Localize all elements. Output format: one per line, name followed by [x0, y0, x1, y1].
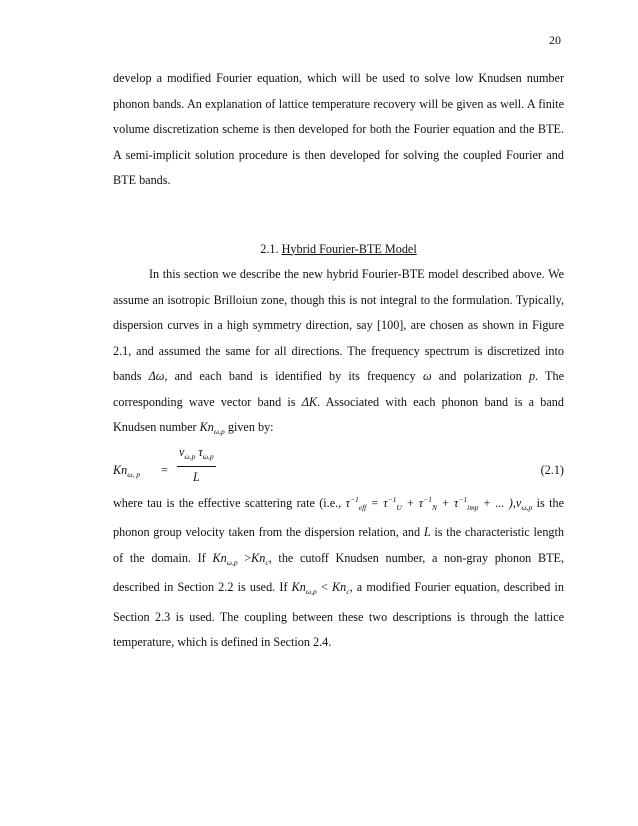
v-subscript: ω,p: [521, 502, 533, 512]
equation-lhs-subscript: ω, p: [127, 469, 141, 479]
subscript: eff: [358, 502, 367, 512]
kn-subscript: ω,p: [213, 427, 225, 436]
equation-number: (2.1): [540, 462, 564, 477]
section-title: Hybrid Fourier-BTE Model: [281, 241, 417, 256]
p-symbol: p: [528, 369, 536, 383]
greater-than: >: [237, 550, 252, 565]
delta-omega-symbol: Δω: [148, 369, 165, 383]
equation-2-1: [113, 444, 564, 487]
superscript: −1: [349, 494, 359, 504]
intro-line: the BTE. A semi-implicit solution procedure is then developed for solving the coupled: [113, 122, 564, 162]
kn-symbol: Kn: [291, 580, 306, 594]
page-content: [113, 66, 564, 656]
body-text: is the characteristic length of the domain. If: [113, 525, 564, 565]
kn-subscript: ω,p: [226, 557, 238, 567]
intro-line: develop a modified Fourier equation, which will be used to solve low Knudsen number: [113, 71, 564, 85]
knc-symbol: Kn: [332, 580, 347, 594]
tau-symbol: τ: [345, 495, 350, 510]
body-text: and polarization: [431, 369, 529, 383]
scattering-rate-expression: $\tau^{-1}_{eff} = \tau^{-1}_U + \tau^{-1}_N + \tau^{-1}_{imp}$ + ... ),: [345, 494, 516, 512]
knc-subscript: c: [346, 587, 350, 596]
section-heading: [113, 237, 564, 263]
page-number: 20: [549, 33, 561, 47]
body-text: . Associated with each phonon band is a band Knudsen number: [113, 394, 564, 434]
intro-line: Fourier and BTE bands.: [113, 147, 564, 187]
equation-lhs-symbol: Kn: [113, 462, 128, 477]
kn-symbol: Kn: [199, 420, 214, 434]
less-than: <: [316, 580, 332, 594]
body-text: In this section we describe the new hybrid Fourier-BTE model described above. We assume an isotropic Brilloiun zone, though this is not integral to the formulation. Typically, dispersion curves in a high symmetry direction, say [100], are chosen as shown in Figure 2.1, and assumed the same for all directions. The frequency spectrum is discretized into bands: [113, 267, 564, 383]
superscript: −1: [458, 494, 468, 504]
kn-subscript: ω,p: [305, 587, 317, 596]
body-text: given by:: [224, 420, 274, 434]
body-text: , a modified Fourier equation, described in Section 2.3 is used. The coupling between these two descriptions is through the lattice temperature, which is defined in Section 2.4.: [113, 580, 565, 649]
body-text: . The corresponding wave vector band is: [113, 369, 564, 409]
body-text: is the phonon group velocity taken from the dispersion relation, and: [113, 495, 564, 539]
omega-symbol: ω: [422, 369, 432, 383]
superscript: −1: [387, 494, 397, 504]
body-text: where tau is the effective scattering rate (i.e.,: [113, 495, 346, 510]
subscript: N: [431, 502, 437, 512]
subscript: imp: [467, 502, 479, 512]
equation-tail: + ... ),: [478, 495, 516, 510]
after-equation-paragraph: [113, 487, 564, 656]
section-number: 2.1.: [260, 241, 282, 256]
superscript: −1: [423, 494, 432, 504]
numerator-v: v: [179, 444, 185, 459]
numerator-v-subscript: ω,p: [184, 451, 196, 461]
body-paragraph: [113, 262, 564, 445]
intro-line: finite volume discretization scheme is then developed for both the Fourier equation and: [113, 96, 565, 136]
equation-fraction: [177, 443, 216, 487]
l-symbol: L: [423, 525, 431, 539]
kn-symbol: Kn: [212, 550, 227, 565]
intro-paragraph: [113, 66, 564, 194]
numerator-tau-subscript: ω,p: [202, 451, 214, 461]
knc-symbol: Kn: [251, 550, 266, 565]
equation-lhs: [113, 458, 140, 488]
equation-denominator: L: [192, 469, 200, 484]
numerator-tau: τ: [198, 444, 203, 459]
subscript: U: [396, 502, 402, 512]
intro-line: phonon bands. An explanation of lattice temperature recovery will be given as well. A: [113, 96, 535, 111]
delta-k-symbol: ΔK: [301, 394, 318, 409]
body-text: , the cutoff Knudsen number, a non-gray phonon BTE, described in Section 2.2 is used. If: [113, 550, 565, 594]
tau-symbol: τ: [383, 495, 388, 510]
tau-symbol: τ: [453, 495, 459, 510]
equation-equals: =: [161, 462, 168, 477]
knc-subscript: c: [265, 557, 269, 567]
v-symbol: v: [515, 495, 522, 510]
equation-numerator: [177, 443, 216, 467]
tau-symbol: τ: [418, 495, 424, 510]
body-text: , and each band is identified by its frequency: [164, 369, 423, 383]
